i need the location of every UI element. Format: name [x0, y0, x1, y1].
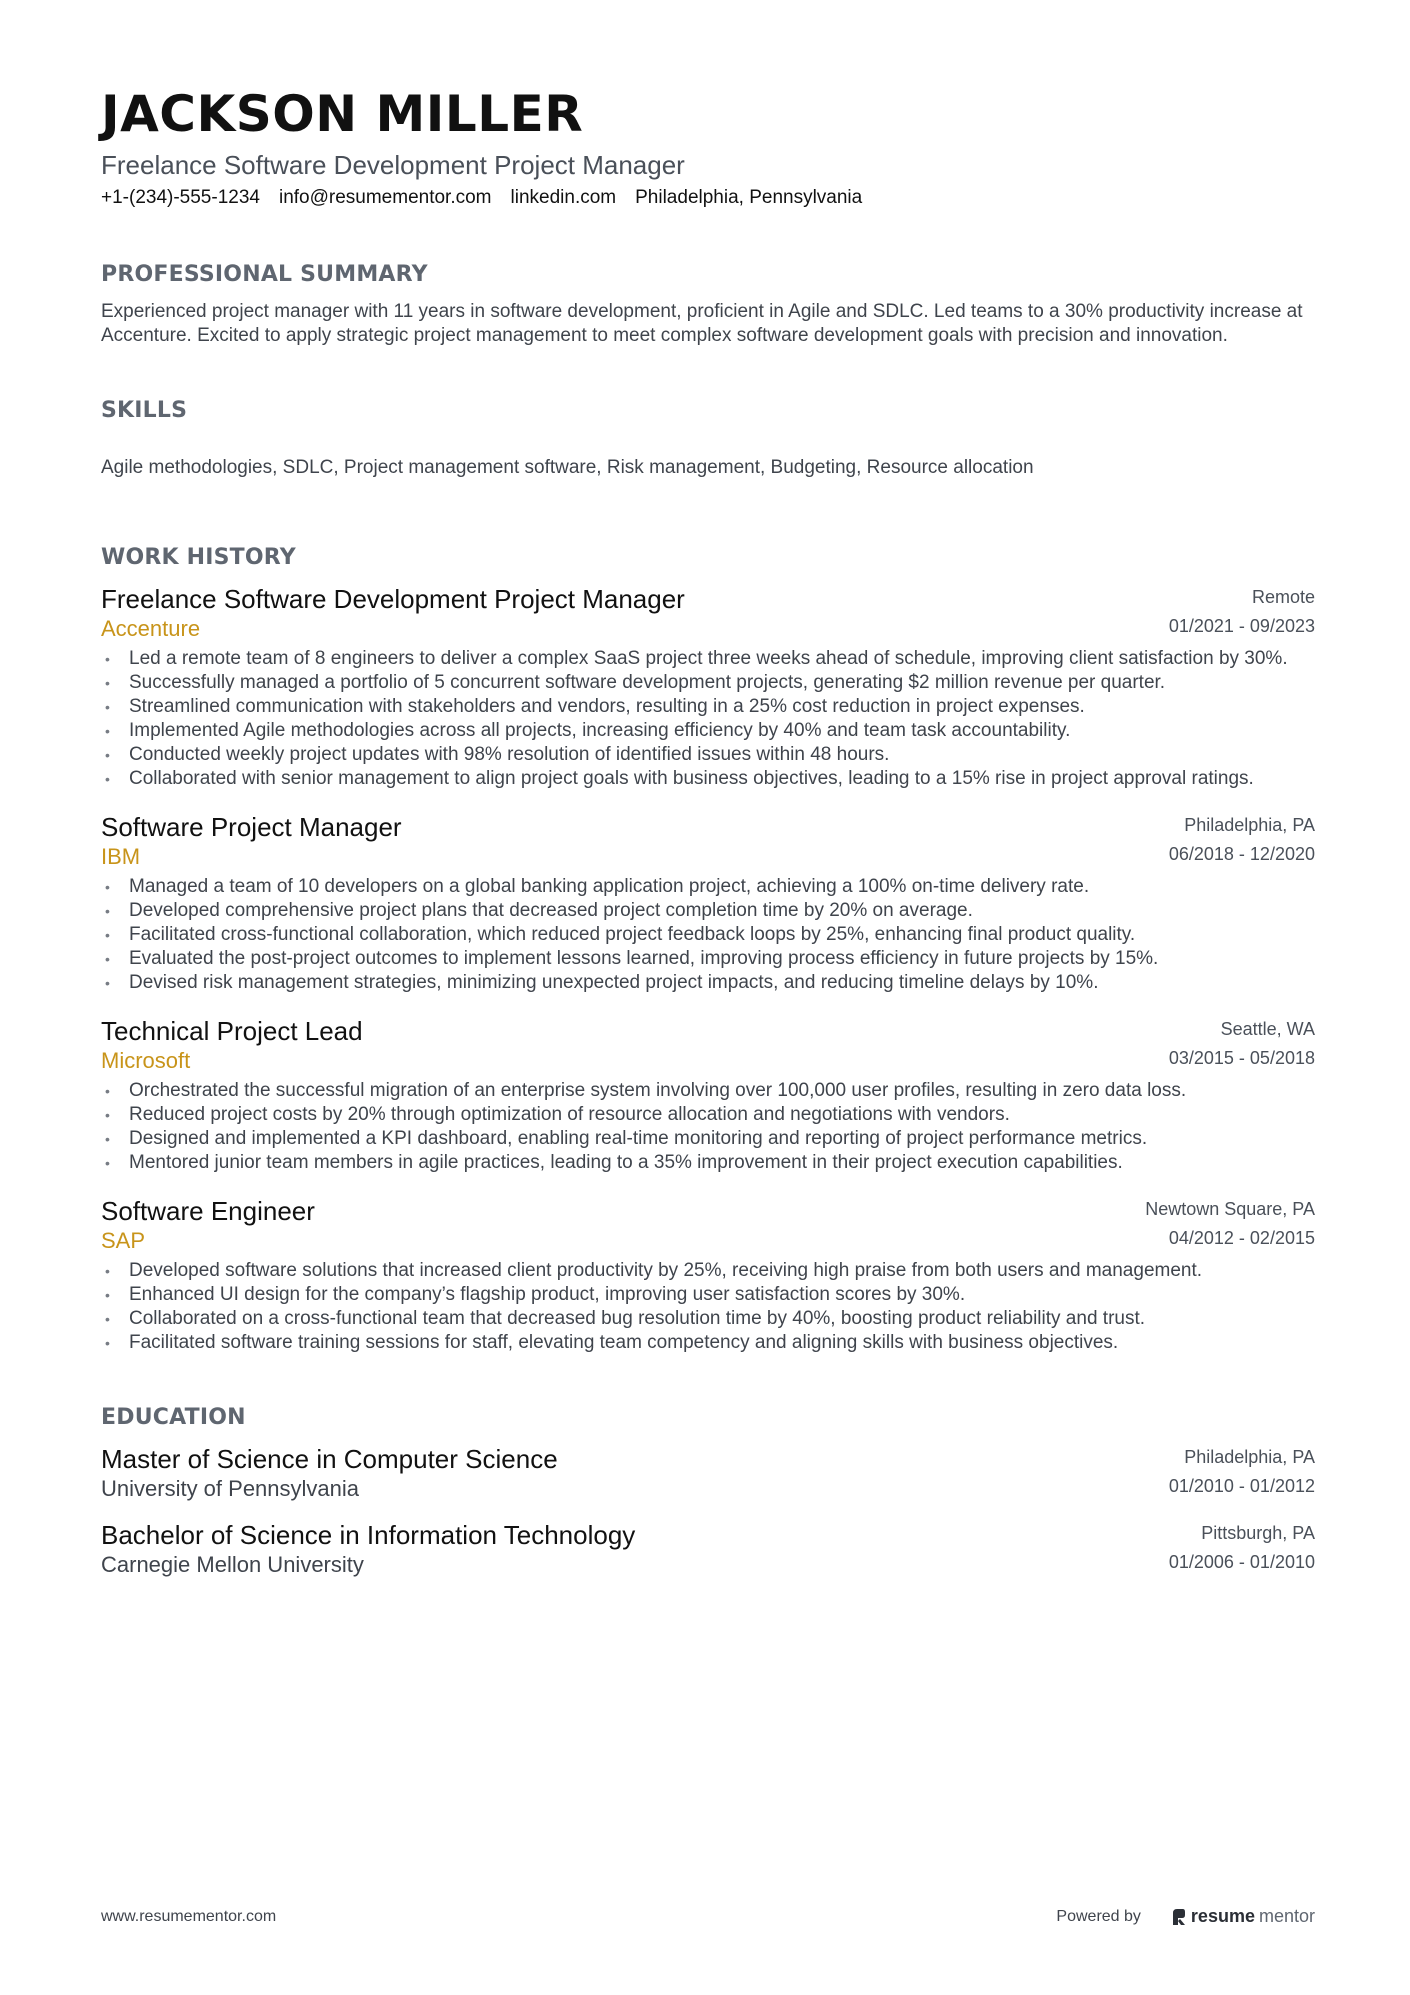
page-footer	[101, 1906, 1315, 1927]
degree-title: Master of Science in Computer Science	[101, 1444, 558, 1474]
list-item: • Successfully managed a portfolio of 5 concurrent software development projects, generating $2 million revenue per quarter.	[105, 672, 1166, 693]
powered-by	[1056, 1906, 1315, 1927]
job-dates: 03/2015 - 05/2018	[1168, 1048, 1315, 1068]
list-item: • Enhanced UI design for the company’s flagship product, improving user satisfaction scores by 30%.	[105, 1284, 966, 1305]
school-location: Philadelphia, PA	[1184, 1447, 1315, 1467]
list-item: • Facilitated cross-functional collaboration, which reduced project feedback loops by 25%, enhancing final product quality.	[105, 924, 1136, 945]
email[interactable]: info@resumementor.com	[278, 187, 492, 208]
logo-text-bold: resume	[1190, 1906, 1255, 1926]
degree-title: Bachelor of Science in Information Technology	[101, 1520, 636, 1550]
school-location: Pittsburgh, PA	[1201, 1523, 1315, 1543]
work-history-heading: WORK HISTORY	[101, 545, 296, 570]
job-company: SAP	[101, 1228, 146, 1253]
list-item: • Developed software solutions that increased client productivity by 25%, receiving high praise from both users and management.	[105, 1260, 1203, 1281]
list-item: • Managed a team of 10 developers on a global banking application project, achieving a 100% on-time delivery rate.	[105, 876, 1090, 897]
list-item: • Designed and implemented a KPI dashboard, enabling real-time monitoring and reporting of project performance metrics.	[105, 1128, 1148, 1149]
list-item: • Reduced project costs by 20% through optimization of resource allocation and negotiations with vendors.	[105, 1104, 1010, 1125]
candidate-title: Freelance Software Development Project Manager	[101, 150, 685, 180]
summary-heading: PROFESSIONAL SUMMARY	[101, 262, 428, 287]
job-location: Newtown Square, PA	[1145, 1199, 1315, 1219]
education-dates: 01/2006 - 01/2010	[1168, 1552, 1315, 1572]
job-location: Philadelphia, PA	[1184, 815, 1315, 835]
job-company: IBM	[101, 844, 141, 869]
job-dates: 04/2012 - 02/2015	[1168, 1228, 1315, 1248]
resume-page	[101, 80, 1315, 1579]
job-bullets	[101, 647, 1315, 791]
powered-by-label: Powered by	[1056, 1907, 1141, 1925]
job-dates: 06/2018 - 12/2020	[1168, 844, 1315, 864]
job-title: Software Project Manager	[101, 812, 402, 842]
skills-heading: SKILLS	[101, 398, 188, 423]
skills-text: Agile methodologies, SDLC, Project management software, Risk management, Budgeting, Resource allocation	[101, 457, 1034, 478]
job-entry	[101, 1195, 1315, 1355]
list-item: • Orchestrated the successful migration of an enterprise system involving over 100,000 user profiles, resulting in zero data loss.	[105, 1080, 1187, 1101]
job-title: Freelance Software Development Project Manager	[101, 584, 685, 614]
list-item: • Developed comprehensive project plans that decreased project completion time by 20% on average.	[105, 900, 973, 921]
job-location: Remote	[1251, 587, 1315, 607]
list-item: • Mentored junior team members in agile practices, leading to a 35% improvement in their project execution capabilities.	[105, 1152, 1123, 1173]
job-company: Microsoft	[101, 1048, 191, 1073]
job-title: Software Engineer	[101, 1196, 315, 1226]
list-item: • Streamlined communication with stakeholders and vendors, resulting in a 25% cost reduction in project expenses.	[105, 696, 1085, 717]
education-entry	[101, 1519, 1315, 1579]
job-company: Accenture	[101, 616, 201, 641]
job-entry	[101, 583, 1315, 791]
summary-text: Experienced project manager with 11 years in software development, proficient in Agile and SDLC. Led teams to a 30% productivity increase at Accenture. Excited to apply strategic project management to meet complex software development goals with precision and innovation.	[101, 301, 1303, 346]
list-item: • Conducted weekly project updates with 98% resolution of identified issues within 48 hours.	[105, 744, 890, 765]
job-bullets	[101, 875, 1315, 995]
list-item: • Collaborated with senior management to align project goals with business objectives, leading to a 15% rise in project approval ratings.	[105, 768, 1254, 789]
school-name: Carnegie Mellon University	[101, 1552, 364, 1577]
list-item: • Collaborated on a cross-functional team that decreased bug resolution time by 40%, boosting product reliability and trust.	[105, 1308, 1146, 1329]
contact-info	[101, 184, 1315, 212]
resumementor-logo[interactable]	[1171, 1906, 1315, 1927]
list-item: • Facilitated software training sessions for staff, elevating team competency and aligning skills with business objectives.	[105, 1332, 1119, 1353]
job-bullets	[101, 1259, 1315, 1355]
job-title: Technical Project Lead	[101, 1016, 363, 1046]
list-item: • Devised risk management strategies, minimizing unexpected project impacts, and reducing timeline delays by 10%.	[105, 972, 1099, 993]
list-item: • Implemented Agile methodologies across all projects, increasing efficiency by 40% and team task accountability.	[105, 720, 1071, 741]
resumementor-logo-icon	[1171, 1907, 1187, 1927]
school-name: University of Pennsylvania	[101, 1476, 360, 1501]
candidate-name: JACKSON MILLER	[101, 85, 584, 143]
job-entry	[101, 811, 1315, 995]
job-dates: 01/2021 - 09/2023	[1168, 616, 1315, 636]
location: Philadelphia, Pennsylvania	[635, 187, 863, 208]
education-heading: EDUCATION	[101, 1405, 246, 1430]
logo-text-thin: mentor	[1258, 1906, 1315, 1926]
job-entry	[101, 1015, 1315, 1175]
footer-website-link[interactable]: www.resumementor.com	[101, 1907, 277, 1925]
education-dates: 01/2010 - 01/2012	[1168, 1476, 1315, 1496]
list-item: • Led a remote team of 8 engineers to deliver a complex SaaS project three weeks ahead of schedule, improving client satisfaction by 30%.	[105, 648, 1288, 669]
job-bullets	[101, 1079, 1315, 1175]
list-item: • Evaluated the post-project outcomes to implement lessons learned, improving process efficiency in future projects by 15%.	[105, 948, 1159, 969]
phone: +1-(234)-555-1234	[101, 187, 260, 208]
job-location: Seattle, WA	[1220, 1019, 1315, 1039]
education-entry	[101, 1443, 1315, 1503]
linkedin[interactable]: linkedin.com	[510, 187, 617, 208]
